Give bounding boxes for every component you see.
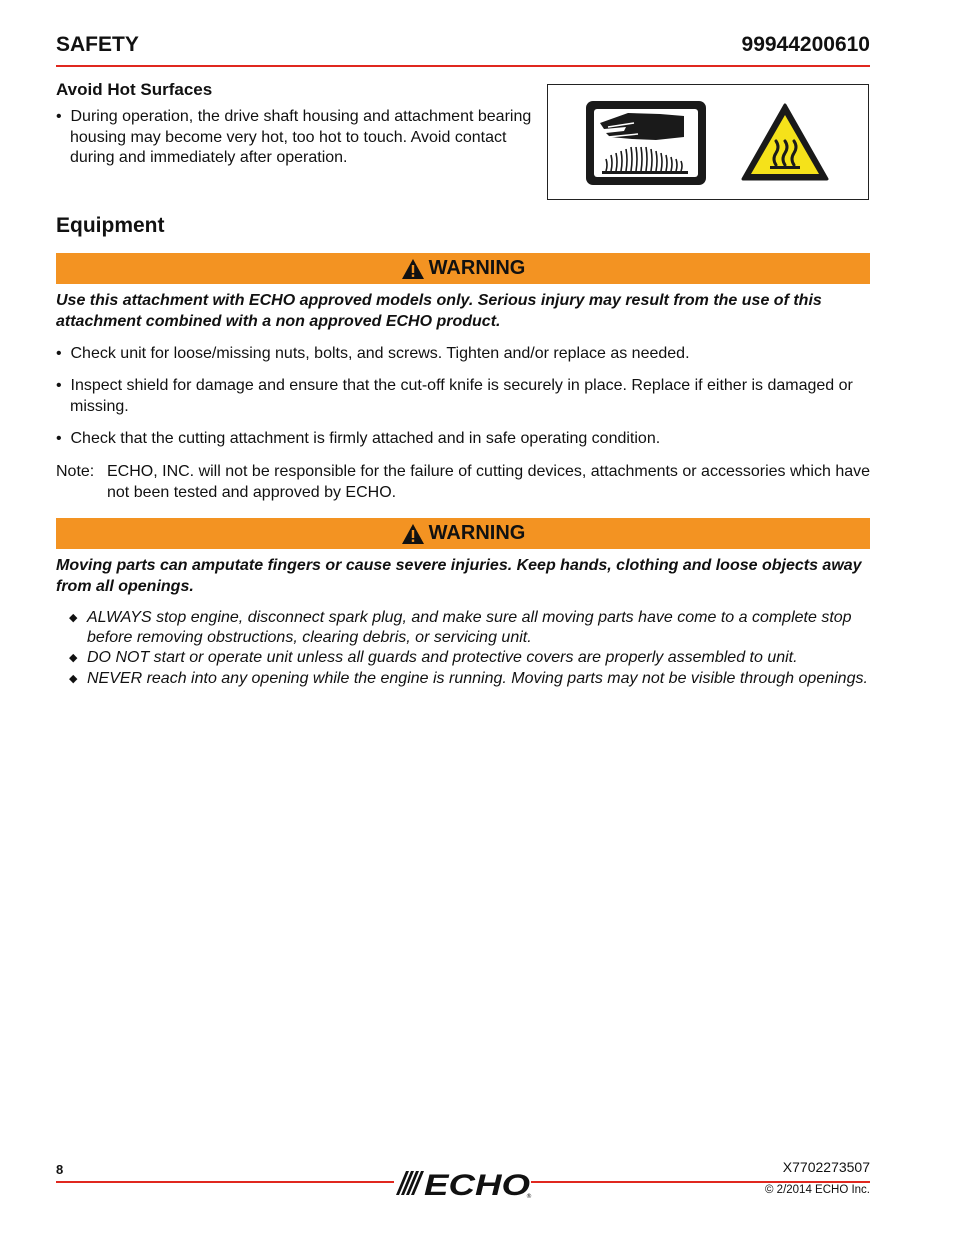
equipment-bullet-text: Check that the cutting attachment is firmly attached and in safe operating condition. (70, 430, 661, 447)
header-divider (56, 65, 870, 67)
warning-label: WARNING (428, 257, 526, 279)
warning-label: WARNING (428, 522, 526, 544)
list-item: • During operation, the drive shaft housing and attachment bearing housing may become very hot, too hot to touch. Avoid contact during and immediately after operation. (56, 108, 532, 166)
equipment-heading: Equipment (56, 214, 165, 237)
warning-text-2: Moving parts can amputate fingers or cause severe injuries. Keep hands, clothing and loose objects away from all openings. (56, 557, 862, 595)
list-item (56, 608, 870, 648)
hot-surface-symbols-box (547, 84, 869, 200)
copyright: © 2/2014 ECHO Inc. (765, 1184, 870, 1196)
footer-divider-right (531, 1181, 870, 1183)
svg-text:®: ® (526, 1193, 532, 1199)
diamond-item-text: DO NOT start or operate unit unless all guards and protective covers are properly assembled to unit. (87, 649, 798, 667)
list-item: • Check unit for loose/missing nuts, bolts, and screws. Tighten and/or replace as needed. (56, 345, 690, 362)
echo-logo (392, 1167, 536, 1204)
diamond-item-text: ALWAYS stop engine, disconnect spark plug, and make sure all moving parts have come to a complete stop before removing obstructions, clearing debris, or servicing unit. (87, 609, 852, 647)
diamond-bullet-icon: ◆ (69, 612, 78, 624)
list-item: • Inspect shield for damage and ensure that the cut-off knife is securely in place. Replace if either is damaged or missing. (56, 377, 853, 415)
hot-surface-hand-icon (586, 101, 706, 185)
note-text: ECHO, INC. will not be responsible for the failure of cutting devices, attachments or accessories which have not been tested and approved by ECHO. (107, 463, 871, 501)
page-number: 8 (56, 1162, 64, 1177)
note-label: Note: (56, 463, 95, 480)
warning-triangle-icon (401, 258, 425, 280)
diamond-item-text: NEVER reach into any opening while the engine is running. Moving parts may not be visible through openings. (87, 669, 868, 687)
equipment-bullet-text: Inspect shield for damage and ensure that the cut-off knife is securely in place. Replace if either is damaged or missing. (70, 377, 853, 415)
diamond-bullet-icon: ◆ (69, 672, 78, 685)
document-code: X7702273507 (782, 1159, 870, 1175)
warning-banner-1 (56, 253, 870, 284)
list-item (56, 648, 870, 668)
footer-divider-left (56, 1181, 394, 1183)
hot-surfaces-list (56, 107, 541, 169)
list-item: • Check that the cutting attachment is firmly attached and in safe operating condition. (56, 430, 661, 447)
warning-banner-2 (56, 518, 870, 549)
hot-surfaces-heading: Avoid Hot Surfaces (56, 80, 213, 99)
equipment-bullet-text: Check unit for loose/missing nuts, bolts, and screws. Tighten and/or replace as needed. (70, 345, 690, 362)
warning-text-1: Use this attachment with ECHO approved models only. Serious injury may result from the use of this attachment combined with a non approved ECHO product. (56, 292, 822, 330)
diamond-bullet-icon: ◆ (69, 652, 78, 665)
note-block (56, 462, 870, 503)
logo-wordmark: ECHO (424, 1169, 530, 1199)
list-item (56, 669, 870, 689)
warning-triangle-icon (401, 523, 425, 545)
header-part-number: 99944200610 (741, 33, 870, 56)
header-section-title: SAFETY (56, 33, 139, 56)
moving-parts-list (56, 608, 870, 689)
hot-surface-warning-triangle-icon (743, 105, 827, 179)
hot-surfaces-bullet-text: During operation, the drive shaft housing and attachment bearing housing may become very hot, too hot to touch. Avoid contact during and immediately after operation. (70, 108, 532, 166)
